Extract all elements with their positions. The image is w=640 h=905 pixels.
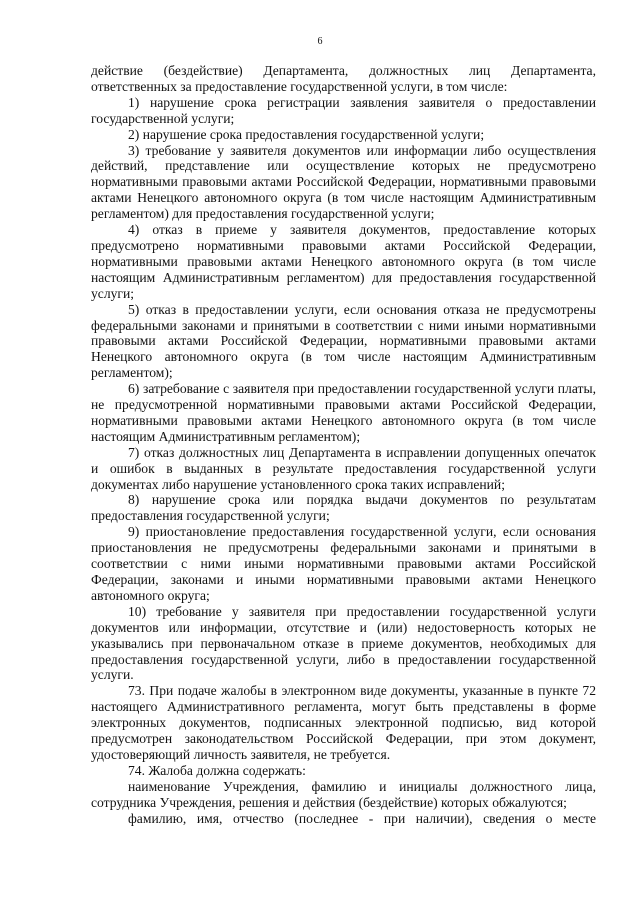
paragraph-item-4: 4) отказ в приеме у заявителя документов, предоставление которых предусмотрено нормативными правовыми актами Российской Федерации, нормативными правовыми актами Ненецкого автономного округа (в том числе настоящим Административным регламентом) для предоставления государственной услуги;	[91, 222, 596, 301]
paragraph-clause-74: 74. Жалоба должна содержать:	[128, 762, 306, 778]
paragraph-item-8: 8) нарушение срока или порядка выдачи документов по результатам предоставления государственной услуги;	[91, 492, 596, 524]
paragraph-item-1: 1) нарушение срока регистрации заявления заявителя о предоставлении государственной услуги;	[91, 94, 596, 126]
paragraph-item-3: 3) требование у заявителя документов или информации либо осуществления действий, представление или осуществление которых не предусмотрено нормативными правовыми актами Российской Федерации, нормативными правовыми актами Ненецкого автономного округа (в том числе настоящим Административным регламентом) для предоставления государственной услуги;	[91, 142, 596, 222]
paragraph-clause-73: 73. При подаче жалобы в электронном виде документы, указанные в пункте 72 настоящего Административного регламента, могут быть представлены в форме электронных документов, подписанных электронной подписью, вид которой предусмотрен законодательством Российской Федерации, при этом документ, удостоверяющий личность заявителя, не требуется.	[91, 683, 596, 762]
paragraph-complaint-content-1: наименование Учреждения, фамилию и инициалы должностного лица, сотрудника Учреждения, решения и действия (бездействие) которых обжалуются;	[91, 778, 596, 810]
paragraph-item-7: 7) отказ должностных лиц Департамента в исправлении допущенных опечаток и ошибок в выданных в результате предоставления государственной услуги документах либо нарушение установленного срока таких исправлений;	[91, 444, 596, 492]
document-body	[91, 63, 596, 827]
page-number: 6	[317, 36, 323, 47]
paragraph-complaint-content-2: фамилию, имя, отчество (последнее - при наличии), сведения о месте	[128, 810, 596, 826]
paragraph-continuation: действие (бездействие) Департамента, должностных лиц Департамента, ответственных за предоставление государственной услуги, в том числе:	[91, 63, 596, 94]
paragraph-item-5: 5) отказ в предоставлении услуги, если основания отказа не предусмотрены федеральными законами и принятыми в соответствии с ними иными нормативными правовыми актами Российской Федерации, нормативными правовыми актами Ненецкого автономного округа (в том числе настоящим Административным регламентом);	[91, 301, 596, 381]
paragraph-item-9: 9) приостановление предоставления государственной услуги, если основания приостановления не предусмотрены федеральными законами и принятыми в соответствии с ними иными нормативными правовыми актами Российской Федерации, законами и иными нормативными правовыми актами Ненецкого автономного округа;	[91, 524, 596, 603]
paragraph-item-10: 10) требование у заявителя при предоставлении государственной услуги документов или информации, отсутствие и (или) недостоверность которых не указывались при первоначальном отказе в приеме документов, необходимых для предоставления государственной услуги, либо в предоставлении государственной услуги.	[91, 603, 596, 683]
paragraph-item-2: 2) нарушение срока предоставления государственной услуги;	[128, 126, 485, 142]
paragraph-item-6: 6) затребование с заявителя при предоставлении государственной услуги платы, не предусмотренной нормативными правовыми актами Российской Федерации, нормативными правовыми актами Ненецкого автономного округа (в том числе настоящим Административным регламентом);	[91, 381, 596, 444]
